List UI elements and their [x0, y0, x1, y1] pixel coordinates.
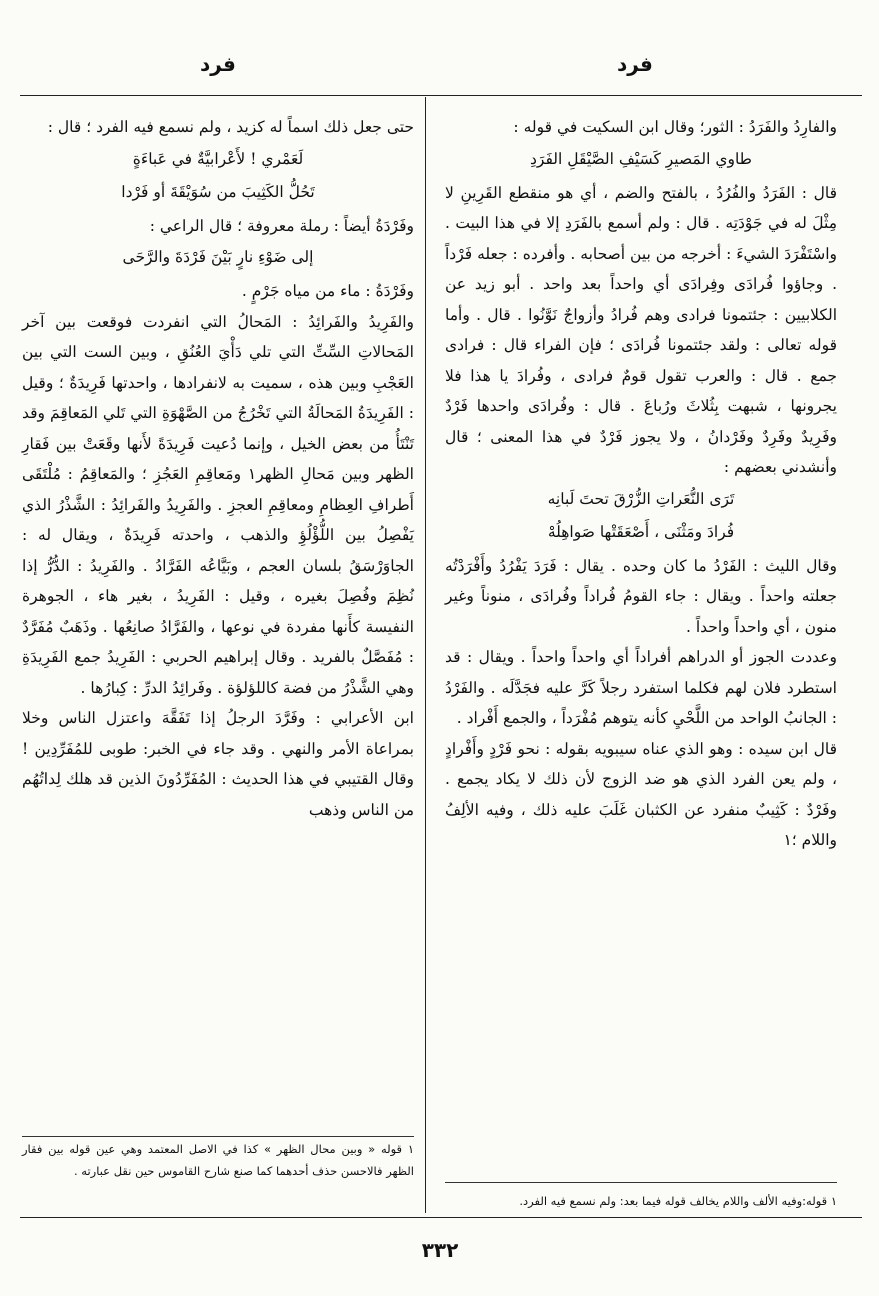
paragraph: ابن الأعرابي : وفَرَّدَ الرجلُ إذا تَفَقَّهَ واعتزل الناس وخلا بمراعاة الأمر والنهي . وقد جاء في الخبر: طوبى للمُفَرِّدِين ! وقال القتيبي في هذا الحديث : المُفَرِّدُونَ الذين قد هلك لِداتُهُم من الناس وذهب — [22, 709, 414, 819]
top-rule — [20, 95, 862, 96]
verse-line: فُرادَ ومَثْنَى ، أَصْعَقَتْها صَواهِلُهْ — [547, 522, 735, 541]
footnote-left: ١ قوله « وبين محال الظهر » كذا في الاصل المعتمد وهي عين قوله بين فقار الظهر فالاحسن حذف أحدهما كما صنع شارح القاموس حين نقل عبارته . — [22, 1142, 414, 1178]
verse: طاوي المَصيرِ كَسَيْفِ الصَّيْقَلِ الفَرَدِ — [529, 149, 753, 168]
footnote-rule-right — [445, 1182, 837, 1183]
column-divider — [425, 97, 426, 1213]
verse-line: تَرَى النُّعَراتِ الزُّرْقَ تحتَ لَبانِه — [547, 489, 735, 508]
paragraph: والفَرِيدُ والفَرائِدُ : المَحالُ التي انفردت فوقعت بين آخر المَحالاتِ السِّتِّ التي تلي دَأْيَ العُنُقِ ، وبين الست التي بين العَجْبِ وبين هذه ، سميت به لانفرادها ، واحدتها فَرِيدَةٌ ؛ وقيل : الفَرِيدَةُ المَحالَةُ التي تَخْرُجُ من الصَّهْوَةِ التي تَلي المَعاقِمَ وقد تَنْتَأُ من بعض الخيل ، وإنما دُعيت فَرِيدَةً لأَنها وقَعَتْ بين فَقارِ الظهر وبين مَحالِ الظهر١ ومَعاقِمِ العَجُزِ ؛ والمَعاقِمُ : مُلْتَقَى أَطرافِ العِظامِ ومعاقِمِ العجزِ . والفَرِيدُ والفَرائِدُ : الشَّذْرُ الذي يَفْصِلُ بين اللُّؤْلُؤِ والذهب ، واحدته فَرِيدَةٌ ، ويقال له : الجاوَرْسَقُ بلسان العجم ، وبَيَّاعُه الفَرَّادُ . والفَرِيدُ : الدُّرُّ إذا نُظِمَ وفُصِلَ بغيره ، وقيل : الفَرِيدُ ، بغير هاء ، الجوهرة النفيسة كأَنها مفردة في نوعها ، والفَرَّادُ صانِعُها . وذَهَبٌ مُفَرَّدٌ : مُفَصَّلٌ بالفريد . وقال إبراهيم الحربي : الفَرِيدُ جمع الفَرِيدَةِ وهي الشَّذْرُ من فضة كاللؤلؤة . وفَرائِدُ الدرِّ : كِبارُها . — [22, 312, 414, 697]
footnote-rule-left — [22, 1136, 414, 1137]
paragraph: وقال الليث : الفَرْدُ ما كان وحده . يقال : فَرَدَ يَفْرُدُ وأَفْرَدْتُه جعلته واحداً . ويقال : جاء القومُ فُراداً وفُرادَى ، منوناً وغير منون ، أي واحداً واحداً . — [445, 556, 837, 636]
left-column — [22, 112, 414, 825]
paragraph: والفارِدُ والفَرَدُ : الثور؛ وقال ابن السكيت في قوله : — [513, 118, 837, 136]
verse: إلى ضَوْءِ نارٍ بَيْنَ فَرْدَةَ والرَّحَى — [122, 248, 314, 266]
paragraph: قال ابن سيده : وهو الذي عناه سيبويه بقوله : نحو فَرْدٍ وأَفْرادٍ ، ولم يعن الفرد الذي هو ضد الزوج لأن ذلك لا يكاد يجمع . وفَرْدٌ : كَثِيبٌ منفرد عن الكثبان غَلَبَ عليه ذلك ، وفيه الألِفُ واللام ؛١ — [445, 739, 837, 849]
running-header-left: فرد — [200, 52, 236, 76]
paragraph: وعددت الجوز أو الدراهم أفراداً أي واحداً واحداً . ويقال : قد استطرد فلان لهم فكلما استفرد رجلاً كَرَّ عليه فجَدَّلَه . والفَرْدُ : الجانبُ الواحد من اللَّحْيِ كأنه يتوهم مُفْرَداً ، والجمع أَفْراد . — [445, 648, 837, 727]
right-column — [445, 112, 837, 856]
paragraph: قال : الفَرَدُ والفُرُدُ ، بالفتح والضم ، أي هو منقطع القَرِينِ لا مِثْلَ له في جَوْدَتِه . قال : ولم أسمع بالفَرَدِ إلا في هذا البيت . واسْتَفْرَدَ الشيءَ : أخرجه من بين أصحابه . وأفرده : جعله فَرْداً . وجاؤوا فُرادَى وفِرادَى أي واحداً بعد واحد . أبو زيد عن الكلابيين : جئتمونا فرادى وهم فُرادُ وأزواجٌ نَوَّنُوا . قال . وأما قوله تعالى : ولقد جئتمونا فُرادَى ؛ فإن الفراء قال : فرادى جمع . قال : والعرب تقول قومٌ فرادى ، وفُرادَ يا هذا فلا يجرونها ، شبهت بِثُلاثَ ورُباعَ . قال : وفُرادَى واحدها فَرْدٌ وفَرِيدٌ وفَرِدٌ وفَرْدانُ ، ولا يجوز فَرْدٌ في هذا المعنى ؛ قال وأنشدني بعضهم : — [445, 183, 837, 476]
verse-line: تَحُلُّ الكَثِيبَ من سُوَيْقَةَ أو فَرْدا — [121, 182, 315, 201]
verse-line: لَعَمْري ! لأَعْرابيَّةٌ في عَباءَةٍ — [132, 149, 304, 168]
running-header-right: فرد — [617, 52, 653, 76]
paragraph: حتى جعل ذلك اسماً له كزيد ، ولم نسمع فيه الفرد ؛ قال : — [47, 118, 414, 136]
bottom-rule — [20, 1217, 862, 1218]
footnote-right: ١ قوله:وفيه الألف واللام يخالف قوله فيما بعد: ولم نسمع فيه الفرد. — [519, 1194, 837, 1208]
paragraph: وفَرْدَةُ : ماء من مياه جَرْمٍ . — [241, 282, 414, 300]
page-number: ٣٣٢ — [421, 1238, 459, 1262]
paragraph: وفَرْدَةُ أيضاً : رملة معروفة ؛ قال الراعي : — [149, 216, 414, 235]
